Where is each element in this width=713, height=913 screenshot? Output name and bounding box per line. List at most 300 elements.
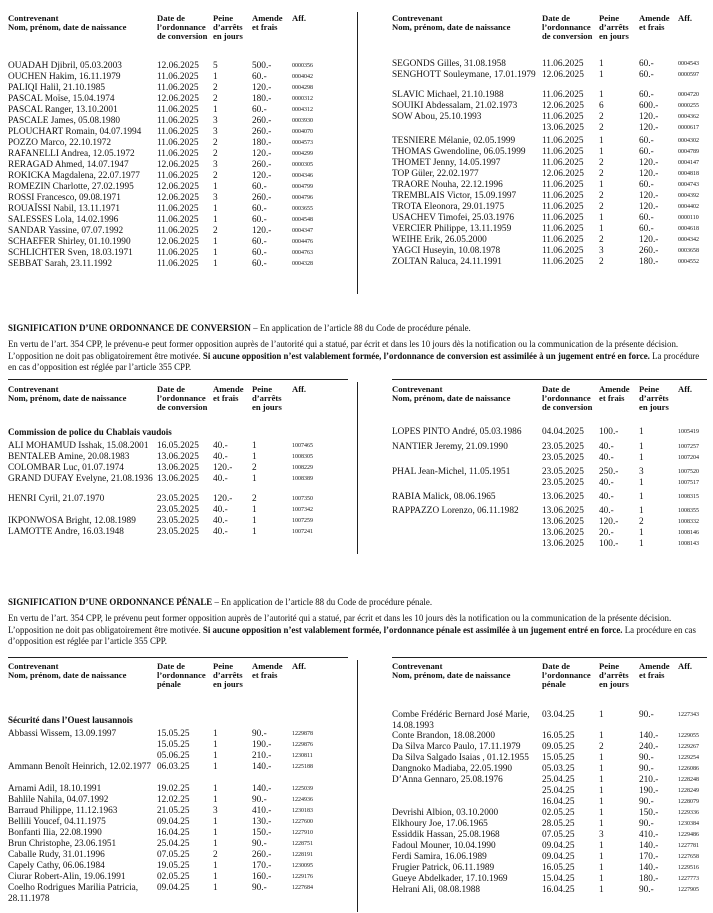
cell-peine: 1	[599, 224, 604, 234]
cell-date: 11.06.2025	[157, 116, 199, 126]
cell-affaire: 0000312	[292, 96, 313, 102]
cell-date: 07.05.25	[157, 850, 190, 860]
table-row	[392, 710, 707, 730]
cell-peine: 1	[213, 105, 218, 115]
cell-date: 03.04.25	[542, 710, 575, 720]
col-header-nom	[8, 662, 126, 680]
cell-amende: 40.-	[599, 478, 614, 488]
cell-amende: 260.-	[639, 246, 659, 256]
cell-name: SCHAEFER Shirley, 01.10.1990	[8, 237, 131, 247]
cell-amende: 60.-	[252, 72, 267, 82]
cell-affaire: 0003658	[678, 248, 699, 254]
col-header-nom	[8, 385, 126, 403]
cell-affaire: 1228248	[678, 777, 699, 783]
cell-affaire: 1227658	[678, 854, 699, 860]
cell-name: LOPES PINTO André, 05.03.1986	[392, 427, 522, 437]
table-row	[8, 441, 348, 452]
cell-name: TOP Güler, 22.02.1977	[392, 169, 479, 179]
cell-affaire: 1229878	[292, 731, 313, 737]
cell-affaire: 0003655	[292, 206, 313, 212]
cell-date: 25.04.25	[542, 786, 575, 796]
table-row	[392, 885, 707, 896]
cell-name: D’Anna Gennaro, 25.08.1976	[392, 775, 503, 785]
cell-date: 16.05.25	[542, 863, 575, 873]
cell-name: Ammann Benoît Heinrich, 12.02.1977	[8, 762, 152, 772]
col-header-amende	[213, 385, 244, 403]
cell-affaire: 0003930	[292, 118, 313, 124]
cell-date: 09.04.25	[157, 883, 190, 893]
cell-name: Frugier Patrick, 06.11.1989	[392, 863, 495, 873]
cell-date: 11.06.2025	[542, 191, 584, 201]
cell-amende: 40.-	[599, 453, 614, 463]
cell-affaire: 1008315	[678, 494, 699, 500]
col-header-nom	[392, 14, 510, 32]
cell-amende: 120.-	[639, 169, 659, 179]
table-row	[392, 123, 707, 134]
table-row	[392, 863, 707, 874]
cell-affaire: 0004328	[292, 261, 313, 267]
section-penale: SIGNIFICATION D’UNE ORDONNANCE PÉNALE – En application de l’article 88 du Code de procédure pénale. En vertu de l’art. 354 CPP, le prévenu peut former opposition auprès de l’autorité qui a statué, par écrit et dans les 10 jours dès la notification ou la communication de la présente décision. L’opposition ne doit pas obligatoirement être motivée. Si aucune opposition n’est valablement formée, l’ordonnance pénale est assimilée à un jugement entré en force. La procédure en cas d’opposition est réglée par l’article 355 CPP.	[8, 597, 696, 647]
col-header-peine	[252, 385, 282, 412]
table1-right	[392, 14, 707, 294]
col-header-amende	[252, 14, 283, 32]
col-header-line: Peine	[252, 384, 273, 394]
cell-date: 15.05.25	[542, 753, 575, 763]
cell-amende: 40.-	[599, 442, 614, 452]
table-row	[392, 224, 707, 235]
cell-peine: 1	[599, 885, 604, 895]
cell-affaire: 0004347	[292, 228, 313, 234]
cell-peine: 1	[599, 841, 604, 851]
cell-name: Abbassi Wissem, 13.09.1997	[8, 729, 117, 739]
cell-peine: 2	[213, 83, 218, 93]
col-header-aff	[292, 385, 306, 394]
col-header-date	[542, 385, 592, 412]
cell-peine: 3	[599, 246, 604, 256]
cell-peine: 1	[599, 753, 604, 763]
cell-peine: 1	[639, 478, 644, 488]
cell-date: 11.06.2025	[157, 149, 199, 159]
cell-peine: 1	[213, 248, 218, 258]
table-row	[392, 257, 707, 268]
cell-name: Gueye Abdelkader, 17.10.1969	[392, 874, 508, 884]
cell-amende: 120.-	[639, 191, 659, 201]
col-header-line: et frais	[252, 670, 278, 681]
cell-date: 13.06.2025	[542, 123, 584, 133]
cell-affaire: 1226086	[678, 766, 699, 772]
cell-amende: 410.-	[639, 830, 659, 840]
cell-peine: 1	[252, 452, 257, 462]
cell-peine: 1	[213, 751, 218, 761]
cell-name: OUADAH Djibril, 05.03.2003	[8, 61, 122, 71]
cell-peine: 1	[599, 90, 604, 100]
cell-amende: 240.-	[639, 742, 659, 752]
column-divider	[357, 382, 358, 554]
cell-name: Da Silva Marco Paulo, 17.11.1979	[392, 742, 521, 752]
cell-date: 13.06.2025	[157, 463, 199, 473]
table-row	[392, 808, 707, 819]
cell-affaire: 1230183	[292, 808, 313, 814]
table-row	[8, 861, 348, 872]
cell-name: VERCIER Philippe, 13.11.1959	[392, 224, 512, 234]
cell-peine: 6	[599, 101, 604, 111]
col-header-line: Peine	[639, 384, 660, 394]
cell-amende: 120.-	[213, 463, 233, 473]
cell-name: RAFANELLI Andrea, 12.05.1972	[8, 149, 135, 159]
cell-affaire: 1007350	[292, 496, 313, 502]
col-header-line: Amende	[639, 13, 670, 23]
cell-date: 11.06.2025	[157, 72, 199, 82]
table2-right	[392, 385, 707, 555]
cell-peine: 1	[599, 764, 604, 774]
cell-affaire: 1007241	[292, 529, 313, 535]
cell-peine: 1	[599, 775, 604, 785]
cell-affaire: 0004476	[292, 239, 313, 245]
cell-affaire: 1225039	[292, 786, 313, 792]
col-header-line: et frais	[639, 22, 665, 33]
cell-peine: 1	[599, 819, 604, 829]
table-row	[392, 528, 707, 539]
col-header-line: de conversion	[542, 402, 593, 413]
cell-date: 21.05.25	[157, 806, 190, 816]
table-row	[8, 193, 348, 204]
cell-name: Ciurar Robert-Alin, 19.06.1991	[8, 872, 126, 882]
cell-date: 23.05.2025	[542, 467, 584, 477]
cell-affaire: 0004342	[678, 237, 699, 243]
cell-amende: 120.-	[599, 517, 619, 527]
cell-affaire: 1230811	[292, 753, 313, 759]
cell-name: PLOUCHART Romain, 04.07.1994	[8, 127, 142, 137]
table-row	[392, 158, 707, 169]
cell-date: 13.06.2025	[542, 528, 584, 538]
cell-name: Devrishi Albion, 03.10.2000	[392, 808, 499, 818]
table-row	[392, 492, 707, 503]
cell-peine: 3	[213, 116, 218, 126]
cell-affaire: 1227905	[678, 887, 699, 893]
col-header-line: Aff.	[292, 384, 307, 394]
cell-amende: 40.-	[213, 516, 228, 526]
cell-peine: 2	[213, 138, 218, 148]
cell-peine: 1	[252, 474, 257, 484]
cell-affaire: 0000617	[678, 125, 699, 131]
cell-affaire: 0004552	[678, 259, 699, 265]
cell-amende: 260.-	[252, 850, 272, 860]
cell-name: THOMAS Gwendoline, 06.05.1999	[392, 147, 526, 157]
cell-name: Helrani Ali, 08.08.1988	[392, 885, 481, 895]
cell-amende: 260.-	[252, 160, 272, 170]
cell-affaire: 1007342	[292, 507, 313, 513]
cell-date: 11.06.2025	[157, 138, 199, 148]
cell-date: 11.06.2025	[542, 257, 584, 267]
cell-amende: 140.-	[639, 731, 659, 741]
cell-date: 12.06.2025	[157, 61, 199, 71]
cell-affaire: 0004618	[678, 226, 699, 232]
cell-name: ALI MOHAMUD Isshak, 15.08.2001	[8, 441, 149, 451]
cell-affaire: 1229516	[678, 865, 699, 871]
cell-date: 19.02.25	[157, 784, 190, 794]
cell-peine: 1	[213, 762, 218, 772]
cell-peine: 1	[599, 852, 604, 862]
table-row	[392, 731, 707, 742]
table-row	[392, 453, 707, 464]
cell-peine: 2	[213, 171, 218, 181]
cell-peine: 2	[252, 494, 257, 504]
cell-affaire: 1229876	[292, 742, 313, 748]
cell-amende: 260.-	[252, 116, 272, 126]
cell-date: 12.06.2025	[542, 169, 584, 179]
cell-amende: 60.-	[252, 248, 267, 258]
cell-name: ZOLTAN Raluca, 24.11.1991	[392, 257, 502, 267]
cell-peine: 1	[213, 828, 218, 838]
cell-amende: 120.-	[252, 149, 272, 159]
col-header-aff	[292, 14, 306, 23]
cell-peine: 1	[599, 863, 604, 873]
cell-name: Fadoul Mouner, 10.04.1990	[392, 841, 496, 851]
cell-amende: 90.-	[639, 797, 654, 807]
cell-affaire: 1008355	[678, 508, 699, 514]
cell-peine: 1	[213, 817, 218, 827]
col-header-line: de conversion	[157, 402, 208, 413]
table-row	[8, 94, 348, 105]
column-divider	[357, 660, 358, 912]
table-row	[392, 136, 707, 147]
cell-peine: 1	[252, 516, 257, 526]
cell-amende: 40.-	[213, 505, 228, 515]
cell-date: 11.06.2025	[542, 147, 584, 157]
cell-amende: 60.-	[252, 204, 267, 214]
cell-peine: 1	[639, 453, 644, 463]
cell-amende: 120.-	[639, 235, 659, 245]
table-row	[8, 204, 348, 215]
cell-amende: 260.-	[252, 127, 272, 137]
cell-amende: 120.-	[252, 83, 272, 93]
cell-name: BENTALEB Amine, 20.08.1983	[8, 452, 130, 462]
col-header-amende	[252, 662, 283, 680]
cell-amende: 150.-	[639, 808, 659, 818]
cell-name: HENRI Cyril, 21.07.1970	[8, 494, 105, 504]
col-header-line: l’ordonnance	[157, 670, 206, 681]
table3-left	[8, 662, 348, 912]
cell-name: PASCAL Ranger, 13.10.2001	[8, 105, 118, 115]
table-row	[8, 751, 348, 762]
col-header-line: Date de	[542, 384, 570, 394]
cell-affaire: 0004818	[678, 171, 699, 177]
cell-amende: 40.-	[213, 452, 228, 462]
col-header-date	[542, 14, 592, 41]
cell-affaire: 0004789	[678, 149, 699, 155]
cell-affaire: 1228079	[678, 799, 699, 805]
cell-affaire: 1225188	[292, 764, 313, 770]
col-header-line: Aff.	[292, 13, 307, 23]
cell-amende: 120.-	[252, 171, 272, 181]
col-header-line: et frais	[599, 393, 625, 404]
cell-peine: 1	[213, 182, 218, 192]
cell-name: OUCHEN Hakim, 16.11.1979	[8, 72, 121, 82]
table-row	[8, 527, 348, 538]
cell-name: Caballe Rudy, 31.01.1996	[8, 850, 105, 860]
cell-affaire: 1008389	[292, 476, 313, 482]
cell-amende: 60.-	[639, 90, 654, 100]
table-row	[8, 839, 348, 850]
col-header-aff	[678, 662, 692, 671]
cell-name: LAMOTTE Andre, 16.03.1948	[8, 527, 124, 537]
col-header-line: Contrevenant	[392, 13, 443, 23]
col-header-line: Peine	[213, 13, 234, 23]
table-row	[8, 116, 348, 127]
cell-name: IKPONWOSA Bright, 12.08.1989	[8, 516, 136, 526]
table-row	[8, 828, 348, 839]
cell-name: Bellili Youcef, 04.11.1975	[8, 817, 106, 827]
section-title: SIGNIFICATION D’UNE ORDONNANCE DE CONVERSION	[8, 323, 251, 333]
table-row	[392, 478, 707, 489]
cell-name: ROKICKA Magdalena, 22.07.1977	[8, 171, 140, 181]
cell-date: 11.06.2025	[542, 90, 584, 100]
cell-peine: 1	[213, 872, 218, 882]
cell-amende: 40.-	[599, 492, 614, 502]
cell-date: 16.05.2025	[157, 441, 199, 451]
table-row	[8, 806, 348, 817]
cell-amende: 100.-	[599, 427, 619, 437]
cell-peine: 1	[599, 797, 604, 807]
table-row	[392, 841, 707, 852]
col-header-line: en jours	[213, 679, 243, 690]
cell-name: RAPPAZZO Lorenzo, 06.11.1982	[392, 506, 519, 516]
table-row	[392, 246, 707, 257]
cell-date: 25.04.25	[157, 839, 190, 849]
cell-date: 09.04.25	[542, 852, 575, 862]
cell-name: Ferdi Samira, 16.06.1989	[392, 852, 487, 862]
cell-peine: 1	[599, 136, 604, 146]
cell-affaire: 1230384	[678, 821, 699, 827]
cell-affaire: 0004346	[292, 173, 313, 179]
cell-date: 13.06.2025	[542, 506, 584, 516]
cell-affaire: 0004573	[292, 140, 313, 146]
table-row	[392, 112, 707, 123]
cell-name: PASCALE James, 05.08.1980	[8, 116, 121, 126]
cell-affaire: 0004362	[678, 114, 699, 120]
table-row	[8, 215, 348, 226]
cell-affaire: 1228191	[292, 852, 313, 858]
cell-peine: 1	[639, 492, 644, 502]
col-header-line: d’arrêts	[599, 670, 629, 681]
col-header-amende	[599, 385, 630, 403]
cell-peine: 3	[213, 193, 218, 203]
cell-date: 12.06.2025	[157, 193, 199, 203]
col-header-line: en jours	[599, 679, 629, 690]
col-header-line: Contrevenant	[8, 384, 59, 394]
cell-date: 23.05.2025	[542, 442, 584, 452]
cell-name: YAGCI Huseyin, 10.08.1978	[392, 246, 501, 256]
table-row	[8, 817, 348, 828]
table-row	[8, 740, 348, 751]
cell-amende: 210.-	[252, 751, 272, 761]
cell-peine: 1	[599, 147, 604, 157]
cell-name: Combe Frédéric Bernard José Marie, 14.08.1993	[392, 710, 530, 731]
cell-date: 16.04.25	[542, 885, 575, 895]
table2-left	[8, 385, 348, 555]
cell-name: Da Silva Salgado Isaias , 01.12.1955	[392, 753, 529, 763]
cell-peine: 2	[599, 191, 604, 201]
table-rule	[8, 379, 348, 380]
table-row	[8, 883, 348, 903]
cell-date: 12.06.2025	[157, 237, 199, 247]
cell-date: 09.04.25	[542, 841, 575, 851]
cell-amende: 60.-	[252, 259, 267, 269]
cell-amende: 40.-	[213, 441, 228, 451]
cell-affaire: 0004548	[292, 217, 313, 223]
table-row	[392, 874, 707, 885]
table-row	[392, 442, 707, 453]
cell-amende: 150.-	[252, 828, 272, 838]
cell-date: 15.04.25	[542, 874, 575, 884]
cell-affaire: 1007465	[292, 443, 313, 449]
cell-peine: 3	[213, 806, 218, 816]
col-header-line: Contrevenant	[8, 661, 59, 671]
table-row	[8, 160, 348, 171]
table-row	[392, 742, 707, 753]
cell-peine: 2	[599, 169, 604, 179]
cell-amende: 90.-	[252, 729, 267, 739]
cell-affaire: 0000597	[678, 72, 699, 78]
col-header-line: en jours	[599, 31, 629, 42]
cell-name: ROUAÏSSI Nabil, 13.11.1971	[8, 204, 120, 214]
cell-peine: 2	[213, 226, 218, 236]
cell-amende: 90.-	[639, 819, 654, 829]
cell-amende: 90.-	[252, 795, 267, 805]
col-header-line: en jours	[639, 402, 669, 413]
cell-peine: 1	[213, 883, 218, 893]
cell-date: 11.06.2025	[157, 215, 199, 225]
cell-affaire: 0000255	[678, 103, 699, 109]
cell-name: RERAGAD Ahmed, 14.07.1947	[8, 160, 129, 170]
cell-date: 13.06.2025	[542, 492, 584, 502]
cell-date: 11.06.2025	[157, 127, 199, 137]
table-row	[8, 516, 348, 527]
cell-affaire: 0004302	[678, 138, 699, 144]
cell-amende: 60.-	[252, 215, 267, 225]
cell-date: 23.05.2025	[542, 478, 584, 488]
table-row	[8, 226, 348, 237]
cell-amende: 170.-	[252, 861, 272, 871]
cell-date: 11.06.2025	[157, 204, 199, 214]
table-row	[392, 147, 707, 158]
col-header-line: en jours	[213, 31, 243, 42]
table-row	[8, 105, 348, 116]
col-header-aff	[292, 662, 306, 671]
cell-date: 02.05.25	[157, 872, 190, 882]
cell-name: SCHLICHTER Sven, 18.03.1971	[8, 248, 133, 258]
table-row	[8, 784, 348, 795]
cell-name: THOMET Jenny, 14.05.1997	[392, 158, 501, 168]
cell-date: 23.05.2025	[542, 453, 584, 463]
cell-amende: 170.-	[639, 852, 659, 862]
cell-name: TREMBLAIS Victor, 15.09.1997	[392, 191, 517, 201]
cell-amende: 90.-	[639, 885, 654, 895]
cell-name: SEBBAT Sarah, 23.11.1992	[8, 259, 113, 269]
cell-peine: 2	[599, 112, 604, 122]
section-conversion: SIGNIFICATION D’UNE ORDONNANCE DE CONVERSION – En application de l’article 88 du Code de procédure pénale. En vertu de l’art. 354 CPP, le prévenu-e peut former opposition auprès de l’autorité qui a statué, par écrit et dans les 10 jours dès la notification ou la communication de la présente décision. L’opposition ne doit pas obligatoirement être motivée. Si aucune opposition n’est valablement formée, l’ordonnance de conversion est assimilée à un jugement entré en force. La procédure en cas d’opposition est réglée par l’article 355 CPP.	[8, 323, 700, 373]
cell-affaire: 1008229	[292, 465, 313, 471]
col-header-line: Date de	[157, 661, 185, 671]
table-row	[392, 70, 707, 90]
cell-peine: 2	[639, 517, 644, 527]
cell-affaire: 1008143	[678, 541, 699, 547]
cell-date: 16.04.25	[157, 828, 190, 838]
cell-affaire: 1005419	[678, 429, 699, 435]
col-header-line: d’arrêts	[599, 22, 629, 33]
col-header-line: Amende	[252, 13, 283, 23]
cell-affaire: 1230095	[292, 863, 313, 869]
